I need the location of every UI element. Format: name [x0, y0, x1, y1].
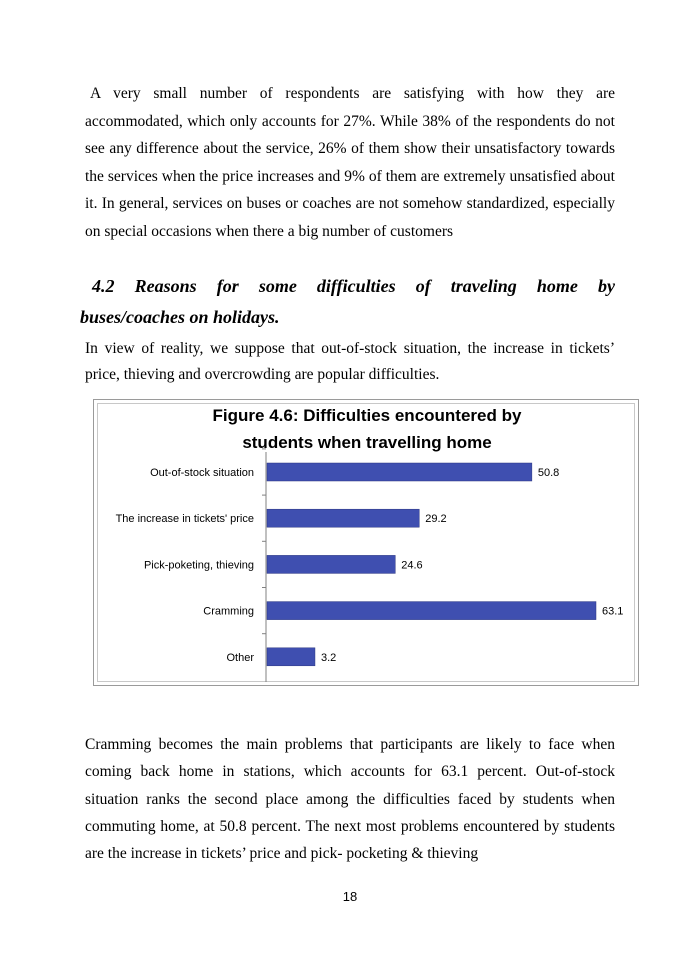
bar-1	[267, 509, 419, 527]
paragraph-satisfaction: A very small number of respondents are satisfying with how they are accommodated, which only accounts for 27%. While 38% of the respondents do not see any difference about the service, 26% of them show their unsatisfactory towards the services when the price increases and 9% of them are extremely unsatisfied about it. In general, services on buses or coaches are not somehow standardized, especially on special occasions when there a big number of customers	[85, 85, 615, 240]
paragraph-analysis: Cramming becomes the main problems that participants are likely to face when coming back home in stations, which accounts for 63.1 percent. Out-of-stock situation ranks the second place among the difficulties faced by students when commuting home, at 50.8 percent. The next most problems encountered by students are the increase in tickets’ price and pick- pocketing & thieving	[85, 736, 615, 863]
bar-0	[267, 463, 532, 481]
chart-title-line-1: Figure 4.6: Difficulties encountered by	[212, 406, 522, 425]
bar-4	[267, 648, 315, 666]
value-label: 24.6	[401, 559, 423, 572]
category-label: Other	[226, 651, 254, 664]
value-label: 29.2	[425, 513, 447, 526]
chart-title-line-2: students when travelling home	[242, 433, 492, 452]
category-label: The increase in tickets' price	[115, 513, 254, 526]
paragraph-reality: In view of reality, we suppose that out-of-stock situation, the increase in tickets’ price, thieving and overcrowding are popular difficulties.	[85, 340, 615, 383]
figure-4-6-chart	[93, 399, 639, 686]
value-label: 50.8	[537, 467, 560, 479]
section-heading-4-2	[80, 271, 615, 333]
category-label: Pick-poketing, thieving	[143, 559, 254, 572]
heading-line-2: buses/coaches on holidays.	[80, 307, 280, 327]
bar-2	[267, 555, 395, 573]
heading-line-1: 4.2 Reasons for some difficulties of traveling home by	[92, 276, 615, 296]
category-label: Cramming	[203, 605, 254, 618]
value-label: 63.1	[602, 605, 624, 618]
category-label: Out-of-stock situation	[150, 467, 254, 479]
page-number: 18	[342, 889, 358, 904]
value-label: 3.2	[320, 651, 337, 664]
bar-3	[267, 602, 596, 620]
bar-chart-plot	[94, 400, 640, 687]
